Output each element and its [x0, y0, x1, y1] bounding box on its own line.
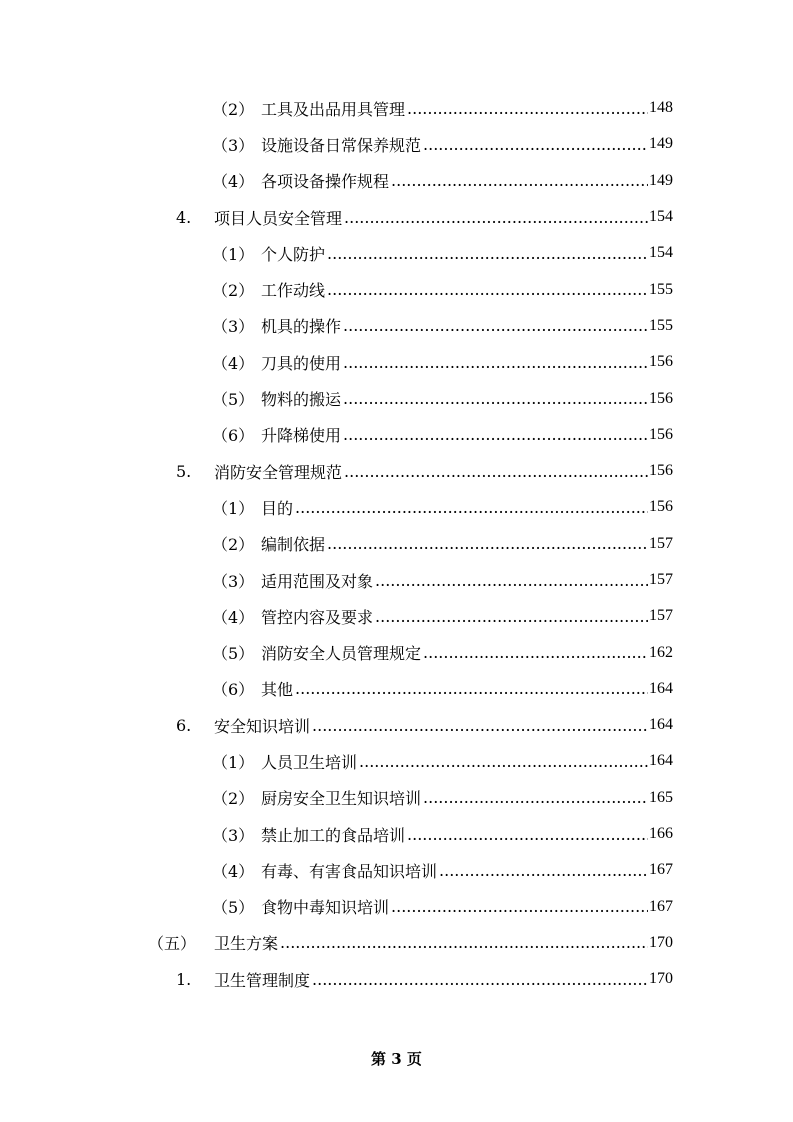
- toc-dot-leader: [327, 280, 648, 299]
- toc-entry-title: 其他: [261, 680, 294, 700]
- toc-entry-body: [261, 423, 673, 446]
- toc-entry-number: （2）: [212, 789, 255, 809]
- table-of-contents: [0, 90, 793, 997]
- toc-entry[interactable]: [0, 90, 793, 126]
- toc-entry-number: 4.: [176, 207, 192, 227]
- toc-entry-page-number: 149: [649, 171, 673, 189]
- toc-entry-title: 安全知识培训: [214, 716, 311, 736]
- toc-entry-title: 管控内容及要求: [261, 607, 374, 627]
- toc-dot-leader: [423, 135, 648, 154]
- toc-entry-number: 5.: [176, 461, 192, 481]
- toc-entry-body: [261, 677, 673, 700]
- toc-entry-number: （五）: [148, 934, 197, 954]
- toc-entry-title: 人员卫生培训: [261, 752, 358, 772]
- toc-dot-leader: [312, 970, 648, 989]
- toc-dot-leader: [280, 933, 648, 952]
- toc-entry-page-number: 166: [649, 825, 673, 843]
- toc-dot-leader: [327, 244, 648, 263]
- toc-entry-page-number: 154: [649, 244, 673, 262]
- toc-entry-page-number: 156: [649, 425, 673, 443]
- toc-entry-page-number: 148: [649, 99, 673, 117]
- toc-entry-body: [261, 133, 673, 156]
- toc-entry-body: [261, 278, 673, 301]
- toc-entry-body: [261, 97, 673, 120]
- toc-dot-leader: [295, 498, 648, 517]
- toc-entry[interactable]: [0, 271, 793, 307]
- toc-entry-number: （2）: [212, 535, 255, 555]
- toc-entry-page-number: 154: [649, 208, 673, 226]
- toc-entry-body: [261, 314, 673, 337]
- toc-entry[interactable]: [0, 199, 793, 235]
- toc-entry-body: [261, 859, 673, 882]
- toc-entry[interactable]: [0, 344, 793, 380]
- toc-entry-title: 目的: [261, 498, 294, 518]
- toc-dot-leader: [407, 825, 648, 844]
- toc-entry-title: 禁止加工的食品培训: [261, 825, 406, 845]
- toc-entry-body: [214, 931, 673, 954]
- toc-entry-number: （4）: [212, 172, 255, 192]
- toc-entry-page-number: 155: [649, 280, 673, 298]
- toc-entry-body: [214, 460, 673, 483]
- toc-dot-leader: [375, 571, 648, 590]
- toc-dot-leader: [423, 788, 648, 807]
- toc-entry-title: 各项设备操作规程: [261, 172, 390, 192]
- toc-dot-leader: [423, 643, 648, 662]
- toc-dot-leader: [327, 534, 648, 553]
- toc-entry-title: 卫生方案: [214, 934, 279, 954]
- toc-dot-leader: [391, 171, 648, 190]
- toc-entry-page-number: 164: [649, 752, 673, 770]
- toc-entry-number: （5）: [212, 644, 255, 664]
- toc-dot-leader: [343, 389, 648, 408]
- toc-entry[interactable]: [0, 235, 793, 271]
- toc-entry-page-number: 157: [649, 607, 673, 625]
- toc-entry-body: [261, 641, 673, 664]
- toc-entry-title: 个人防护: [261, 244, 326, 264]
- toc-entry-page-number: 164: [649, 679, 673, 697]
- toc-entry[interactable]: [0, 816, 793, 852]
- toc-entry[interactable]: [0, 889, 793, 925]
- toc-entry-page-number: 149: [649, 135, 673, 153]
- toc-entry-page-number: 156: [649, 462, 673, 480]
- toc-entry-number: （3）: [212, 571, 255, 591]
- toc-entry-body: [261, 786, 673, 809]
- toc-entry-number: （4）: [212, 861, 255, 881]
- toc-entry-number: （5）: [212, 898, 255, 918]
- toc-entry-number: （5）: [212, 390, 255, 410]
- toc-entry-page-number: 157: [649, 534, 673, 552]
- toc-entry[interactable]: [0, 308, 793, 344]
- toc-entry-title: 消防安全管理规范: [214, 462, 343, 482]
- toc-entry-number: （4）: [212, 607, 255, 627]
- toc-entry-body: [261, 532, 673, 555]
- toc-entry-page-number: 164: [649, 716, 673, 734]
- toc-entry-page-number: 167: [649, 897, 673, 915]
- toc-entry-number: （2）: [212, 99, 255, 119]
- page-footer: 第 3 页: [371, 1050, 422, 1068]
- toc-entry-page-number: 157: [649, 571, 673, 588]
- toc-entry-number: （1）: [212, 752, 255, 772]
- toc-entry[interactable]: [0, 526, 793, 562]
- toc-dot-leader: [407, 99, 648, 118]
- toc-dot-leader: [375, 607, 648, 626]
- toc-entry[interactable]: [0, 671, 793, 707]
- toc-entry-title: 升降梯使用: [261, 426, 342, 446]
- toc-dot-leader: [312, 716, 648, 735]
- toc-entry-title: 有毒、有害食品知识培训: [261, 861, 438, 881]
- toc-entry-page-number: 156: [649, 498, 673, 516]
- toc-entry-number: （3）: [212, 135, 255, 155]
- toc-entry-body: [261, 169, 673, 192]
- toc-entry-number: （3）: [212, 825, 255, 845]
- toc-entry[interactable]: [0, 417, 793, 453]
- toc-entry-number: （3）: [212, 317, 255, 337]
- toc-dot-leader: [343, 316, 648, 335]
- toc-dot-leader: [344, 208, 648, 227]
- toc-entry-title: 机具的操作: [261, 317, 342, 337]
- toc-entry[interactable]: [0, 489, 793, 525]
- toc-dot-leader: [295, 679, 648, 698]
- toc-entry-page-number: 165: [649, 788, 673, 806]
- toc-entry[interactable]: [0, 961, 793, 997]
- toc-entry-number: （6）: [212, 680, 255, 700]
- toc-entry-title: 适用范围及对象: [261, 571, 374, 591]
- toc-entry-page-number: 156: [649, 353, 673, 371]
- toc-entry[interactable]: [0, 598, 793, 634]
- toc-entry-number: （1）: [212, 244, 255, 264]
- toc-entry-number: 1.: [176, 969, 192, 989]
- toc-entry-body: [214, 206, 673, 229]
- toc-dot-leader: [343, 353, 648, 372]
- toc-entry-title: 厨房安全卫生知识培训: [261, 789, 422, 809]
- toc-entry-number: （6）: [212, 426, 255, 446]
- toc-entry[interactable]: [0, 780, 793, 816]
- toc-entry-page-number: 162: [649, 643, 673, 661]
- toc-entry-title: 编制依据: [261, 535, 326, 555]
- toc-entry-body: [214, 968, 673, 991]
- toc-entry-page-number: 155: [649, 316, 673, 334]
- toc-entry-number: 6.: [176, 715, 192, 735]
- toc-entry-body: [261, 242, 673, 265]
- toc-entry-title: 物料的搬运: [261, 390, 342, 410]
- toc-entry-body: [261, 823, 673, 846]
- toc-entry-body: [261, 387, 673, 410]
- toc-dot-leader: [439, 861, 648, 880]
- toc-entry-title: 项目人员安全管理: [214, 208, 343, 228]
- toc-entry[interactable]: [0, 743, 793, 779]
- toc-entry-page-number: 156: [649, 389, 673, 407]
- toc-entry[interactable]: [0, 707, 793, 743]
- toc-entry-title: 工具及出品用具管理: [261, 99, 406, 119]
- toc-entry-title: 消防安全人员管理规定: [261, 644, 422, 664]
- toc-entry-number: （1）: [212, 498, 255, 518]
- toc-entry-number: （2）: [212, 281, 255, 301]
- toc-entry-body: [261, 895, 673, 918]
- toc-entry[interactable]: [0, 925, 793, 961]
- toc-entry-title: 设施设备日常保养规范: [261, 135, 422, 155]
- toc-entry-title: 工作动线: [261, 281, 326, 301]
- toc-dot-leader: [343, 425, 648, 444]
- toc-entry[interactable]: [0, 453, 793, 489]
- toc-entry-body: [261, 496, 673, 519]
- toc-entry-body: [261, 605, 673, 628]
- toc-entry[interactable]: [0, 852, 793, 888]
- toc-entry-title: 刀具的使用: [261, 353, 342, 373]
- toc-entry[interactable]: [0, 562, 793, 598]
- toc-entry-title: 食物中毒知识培训: [261, 898, 390, 918]
- toc-entry[interactable]: [0, 126, 793, 162]
- toc-entry-page-number: 170: [649, 970, 673, 988]
- toc-entry[interactable]: [0, 634, 793, 670]
- toc-entry-page-number: 167: [649, 861, 673, 879]
- toc-dot-leader: [344, 462, 648, 481]
- toc-entry-number: （4）: [212, 353, 255, 373]
- toc-entry-title: 卫生管理制度: [214, 970, 311, 990]
- toc-entry-body: [261, 750, 673, 773]
- toc-entry-body: [261, 569, 673, 592]
- toc-dot-leader: [391, 897, 648, 916]
- toc-entry-page-number: 170: [649, 933, 673, 951]
- toc-entry-body: [214, 714, 673, 737]
- toc-dot-leader: [359, 752, 648, 771]
- toc-entry[interactable]: [0, 380, 793, 416]
- toc-entry-body: [261, 351, 673, 374]
- toc-entry[interactable]: [0, 163, 793, 199]
